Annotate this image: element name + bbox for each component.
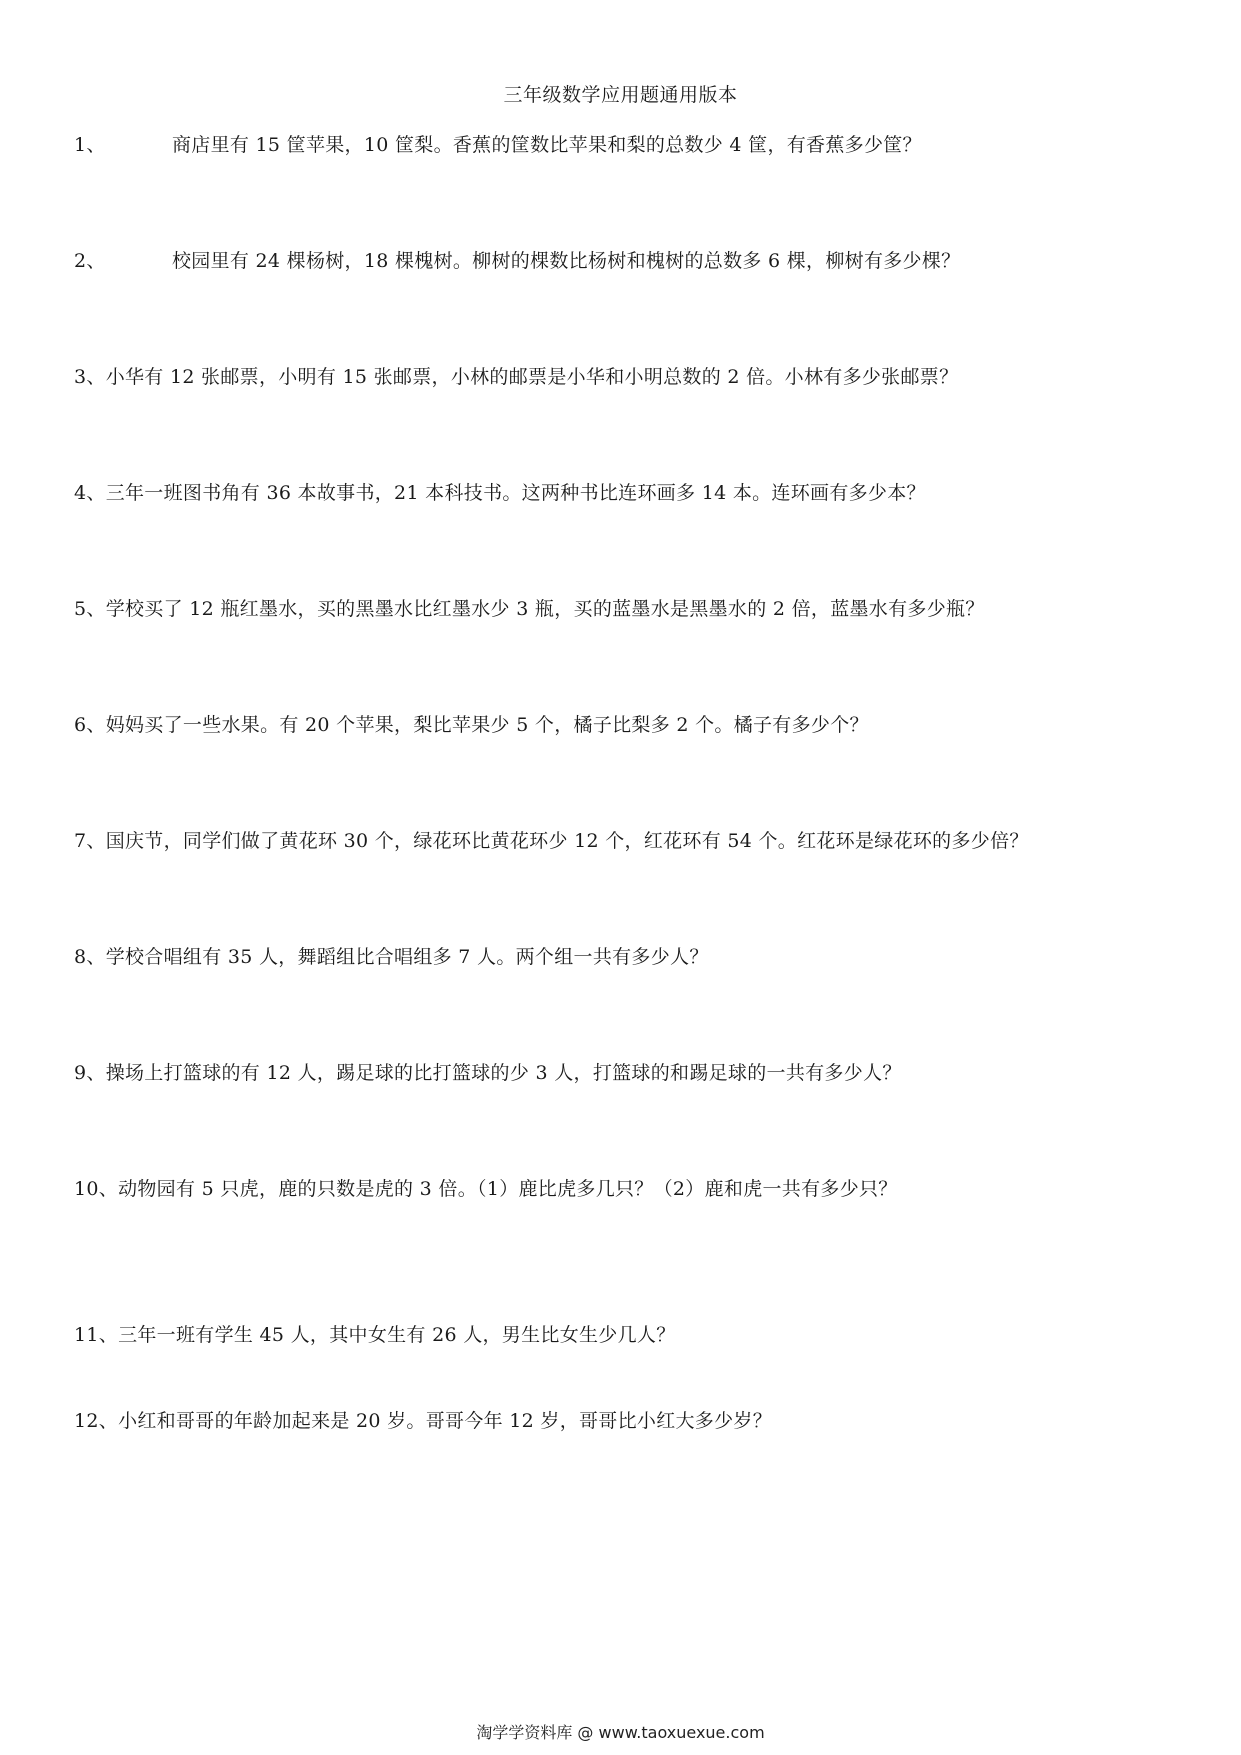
question-10 xyxy=(74,1174,898,1201)
question-5 xyxy=(74,594,985,621)
question-number: 6、 xyxy=(74,714,106,736)
question-number: 10、 xyxy=(74,1178,119,1200)
question-3 xyxy=(74,362,958,389)
question-text: 小红和哥哥的年龄加起来是 20 岁。哥哥今年 12 岁，哥哥比小红大多少岁？ xyxy=(118,1410,772,1432)
question-12 xyxy=(74,1406,772,1433)
question-number: 4、 xyxy=(74,482,106,504)
question-text: 动物园有 5 只虎，鹿的只数是虎的 3 倍。（1）鹿比虎多几只？（2）鹿和虎一共有多少只？ xyxy=(118,1178,898,1200)
question-number: 9、 xyxy=(74,1062,106,1084)
question-number: 5、 xyxy=(74,598,106,620)
question-text: 妈妈买了一些水果。有 20 个苹果，梨比苹果少 5 个，橘子比梨多 2 个。橘子有多少个？ xyxy=(105,714,869,736)
question-number: 8、 xyxy=(74,946,106,968)
question-1 xyxy=(74,130,922,157)
question-9 xyxy=(74,1058,902,1085)
footer-watermark: 淘学学资料库 @ www.taoxuexue.com xyxy=(476,1723,765,1742)
question-text: 商店里有 15 筐苹果，10 筐梨。香蕉的筐数比苹果和梨的总数少 4 筐，有香蕉多少筐？ xyxy=(172,134,922,156)
question-number: 11、 xyxy=(74,1324,119,1346)
question-text: 三年一班有学生 45 人，其中女生有 26 人，男生比女生少几人？ xyxy=(118,1324,676,1346)
question-text: 学校合唱组有 35 人，舞蹈组比合唱组多 7 人。两个组一共有多少人？ xyxy=(105,946,709,968)
question-number: 1、 xyxy=(74,134,106,156)
question-8 xyxy=(74,942,709,969)
question-11 xyxy=(74,1320,676,1347)
question-text: 三年一班图书角有 36 本故事书，21 本科技书。这两种书比连环画多 14 本。连环画有多少本？ xyxy=(105,482,926,504)
page-title: 三年级数学应用题通用版本 xyxy=(503,84,738,106)
question-text: 国庆节，同学们做了黄花环 30 个，绿花环比黄花环少 12 个，红花环有 54 个。红花环是绿花环的多少倍？ xyxy=(105,830,1029,852)
question-number: 2、 xyxy=(74,250,106,272)
question-text: 小华有 12 张邮票，小明有 15 张邮票，小林的邮票是小华和小明总数的 2 倍。小林有多少张邮票？ xyxy=(105,366,959,388)
question-text: 操场上打篮球的有 12 人，踢足球的比打篮球的少 3 人，打篮球的和踢足球的一共有多少人？ xyxy=(105,1062,902,1084)
question-6 xyxy=(74,710,869,737)
question-number: 7、 xyxy=(74,830,106,852)
question-2 xyxy=(74,246,960,273)
question-number: 12、 xyxy=(74,1410,119,1432)
question-4 xyxy=(74,478,926,505)
question-text: 学校买了 12 瓶红墨水，买的黑墨水比红墨水少 3 瓶，买的蓝墨水是黑墨水的 2 倍，蓝墨水有多少瓶？ xyxy=(105,598,985,620)
question-7 xyxy=(74,826,1029,853)
question-text: 校园里有 24 棵杨树，18 棵槐树。柳树的棵数比杨树和槐树的总数多 6 棵，柳树有多少棵？ xyxy=(172,250,961,272)
question-number: 3、 xyxy=(74,366,106,388)
